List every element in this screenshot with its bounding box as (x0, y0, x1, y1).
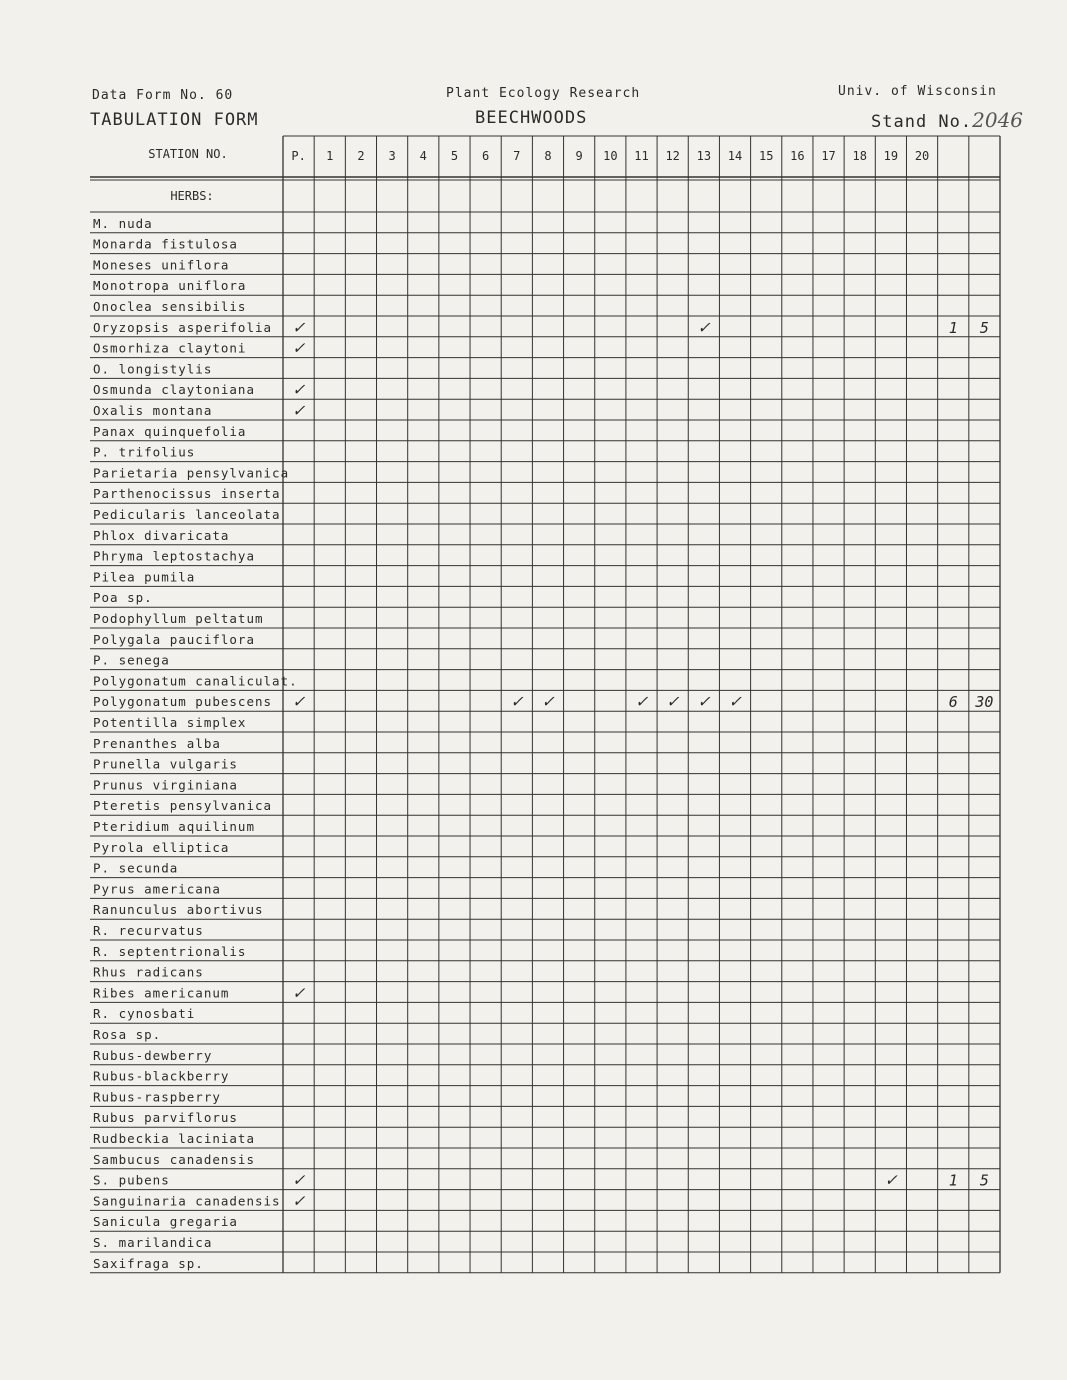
tally-value: 5 (979, 318, 989, 337)
species-name: Sanicula gregaria (93, 1214, 238, 1230)
column-header: P. (291, 149, 306, 163)
species-name: Sambucus canadensis (93, 1151, 255, 1167)
species-name: Pedicularis lanceolata (93, 507, 281, 522)
species-name: M. nuda (93, 215, 153, 231)
tally-value: 5 (979, 1171, 989, 1190)
species-name: Podophyllum peltatum (93, 611, 264, 626)
column-header: 12 (665, 149, 680, 163)
check-mark: ✓ (698, 316, 710, 338)
check-mark: ✓ (293, 379, 305, 401)
species-name: Prunella vulgaris (93, 756, 238, 772)
species-name: S. pubens (93, 1172, 170, 1188)
column-header: 10 (603, 149, 618, 163)
species-name: Panax quinquefolia (93, 423, 247, 439)
column-header: 5 (450, 149, 459, 163)
species-name: Moneses uniflora (93, 257, 230, 273)
species-name: Rubus parviflorus (93, 1110, 238, 1126)
species-name: P. secunda (93, 860, 179, 876)
tally-value: 6 (948, 693, 958, 712)
university: Univ. of Wisconsin (838, 84, 997, 99)
tally-value: 1 (948, 318, 958, 337)
column-header: 11 (634, 149, 649, 163)
organization: Plant Ecology Research (446, 86, 641, 101)
form-number: Data Form No. 60 (92, 88, 234, 103)
species-name: R. septentrionalis (93, 943, 247, 959)
species-name: Rudbeckia laciniata (93, 1131, 255, 1146)
species-name: Osmunda claytoniana (93, 382, 255, 398)
column-header: 20 (914, 149, 930, 163)
species-name: Oryzopsis asperifolia (93, 319, 273, 335)
column-header: 16 (790, 149, 805, 163)
species-name: Polygala pauciflora (93, 631, 255, 647)
column-header: 14 (727, 149, 743, 163)
stand-label: Stand No. (871, 112, 973, 132)
species-name: R. recurvatus (93, 923, 204, 938)
check-mark: ✓ (667, 691, 679, 713)
species-name: Rosa sp. (93, 1027, 162, 1042)
herbs-section-label: HERBS: (170, 189, 214, 203)
species-name: Oxalis montana (93, 403, 213, 418)
species-name: Potentilla simplex (93, 715, 247, 730)
check-mark: ✓ (636, 691, 647, 713)
species-name: Onoclea sensibilis (93, 299, 247, 314)
species-name: R. cynosbati (93, 1006, 196, 1022)
column-header: 18 (852, 149, 867, 163)
check-mark: ✓ (293, 1190, 305, 1212)
species-name: Phryma leptostachya (93, 548, 255, 564)
check-mark: ✓ (698, 691, 710, 713)
species-name: P. trifolius (93, 444, 196, 460)
check-mark: ✓ (293, 316, 305, 338)
check-mark: ✓ (293, 337, 305, 359)
species-name: Rubus-blackberry (93, 1068, 230, 1084)
check-mark: ✓ (511, 691, 523, 713)
species-name: O. longistylis (93, 361, 213, 377)
species-name: Phlox divaricata (93, 527, 230, 543)
species-name: Monarda fistulosa (93, 236, 238, 252)
column-header: 13 (696, 149, 712, 163)
check-mark: ✓ (293, 1169, 305, 1191)
check-mark: ✓ (542, 691, 554, 713)
column-header: 2 (357, 149, 365, 163)
check-mark: ✓ (885, 1169, 897, 1191)
species-name: Rubus-raspberry (93, 1089, 221, 1105)
column-header: 6 (482, 149, 490, 163)
check-mark: ✓ (293, 691, 305, 713)
station-no-label: STATION NO. (148, 147, 228, 161)
species-name: Rubus-dewberry (93, 1047, 213, 1063)
column-header: 4 (419, 149, 427, 163)
species-name: Parthenocissus inserta (93, 486, 281, 502)
column-header: 1 (326, 149, 334, 163)
tally-value: 1 (948, 1171, 958, 1190)
species-name: Poa sp. (93, 590, 153, 606)
species-name: Pyrus americana (93, 881, 221, 897)
tally-value: 30 (975, 693, 994, 712)
species-name: Sanguinaria canadensis (93, 1193, 281, 1209)
species-name: Parietaria pensylvanica (93, 465, 290, 481)
species-name: S. marilandica (93, 1235, 213, 1250)
species-name: Monotropa uniflora (93, 278, 247, 294)
column-header: 8 (544, 149, 552, 163)
species-name: Saxifraga sp. (93, 1255, 204, 1271)
species-name: P. senega (93, 652, 170, 668)
species-name: Pyrola elliptica (93, 839, 230, 855)
species-name: Pteridium aquilinum (93, 819, 255, 834)
location-title: BEECHWOODS (475, 108, 588, 128)
species-name: Polygonatum canaliculat. (93, 673, 298, 689)
column-header: 19 (883, 149, 899, 163)
check-mark: ✓ (293, 400, 305, 421)
column-header: 3 (388, 149, 396, 163)
stand-value: 2046 (972, 108, 1024, 132)
species-name: Prunus virginiana (93, 777, 238, 793)
check-mark: ✓ (729, 691, 741, 713)
form-title: TABULATION FORM (90, 110, 259, 130)
species-name: Ranunculus abortivus (93, 902, 264, 918)
column-header: 17 (821, 149, 836, 163)
column-header: 15 (758, 149, 774, 163)
species-name: Polygonatum pubescens (93, 694, 273, 710)
check-mark: ✓ (293, 982, 305, 1004)
species-name: Rhus radicans (93, 964, 204, 980)
species-name: Osmorhiza claytoni (93, 340, 247, 356)
column-header: 9 (575, 149, 583, 163)
species-name: Prenanthes alba (93, 735, 221, 751)
species-name: Pilea pumila (93, 569, 196, 585)
column-header: 7 (513, 149, 521, 163)
species-name: Ribes americanum (93, 985, 230, 1001)
species-name: Pteretis pensylvanica (93, 798, 273, 814)
